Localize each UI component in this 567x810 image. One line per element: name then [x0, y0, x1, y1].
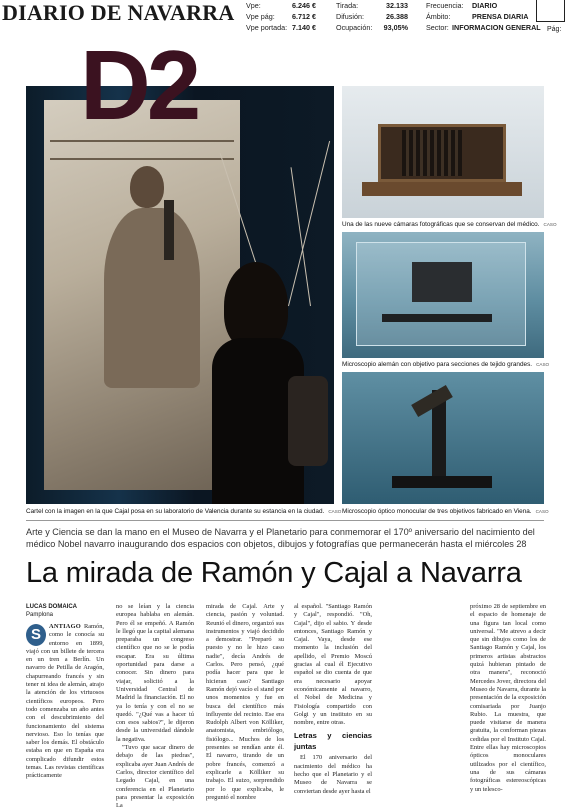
page-number-box	[536, 0, 565, 22]
meta-value: INFORMACION GENERAL	[452, 23, 541, 32]
meta-label: Ocupación:	[336, 23, 373, 32]
meta-label: Frecuencia:	[426, 1, 464, 10]
article-column-1	[26, 623, 104, 803]
byline	[26, 603, 77, 619]
cajal-poster-image	[44, 100, 240, 490]
meta-label: Vpe portada:	[246, 23, 288, 32]
meta-value: 26.388	[386, 12, 408, 21]
column-text: Ramón, como le conocía su entorno en 1899, viajó con un billete de tercera en un tren a Berlín. Un navarro de Petilla de Aragón, chapurreando francés y sin tener ni idea de alemán, atrajo la atención de los virtuosos científicos europeos. Pero todo comenzaba un año antes con el descubrimiento del funcionamiento del sistema nervioso. Eso lo tenías que saber los demás. El obstáculo estaba en que en España era complicado difundir estos temas. Las revistas científicas prácticamente	[26, 623, 104, 780]
visitor-figure	[224, 262, 288, 350]
meta-label: Vpe:	[246, 1, 261, 10]
divider	[26, 520, 544, 521]
page-label: Pág:	[547, 26, 562, 33]
column-text: mirada de Cajal. Arte y ciencia, pasión y voluntad. Reunió el dinero, organizó sus instrumentos y viajó decidido a demostrar. "Preparó su puesto y no le hizo caso nadie", decía Andrés de Carlos. Pero pensó, ¿qué podía hacer para que le hicieran caso? Santiago Ramón dejó vacío el stand por unos momentos y fue en busca del científico más influyente del recinto. Ese era Rudolph Albert von Kölliker, anatomista, embriólogo, fisiólogo... Muchos de los presentes se rendían ante él. El navarro, tirando de un pobre francés, comenzó a explicarle a Kölliker su trabajo. El suizo, sorprendido por lo que explicaba, le preguntó el nombre	[206, 603, 284, 801]
article-column-5	[470, 603, 546, 803]
meta-block-value	[246, 0, 316, 33]
meta-label: Tirada:	[336, 1, 359, 10]
optical-microscope-photo	[342, 372, 544, 504]
meta-value: 6.246 €	[292, 1, 316, 10]
column-text: "Tuvo que sacar dinero de debajo de las piedras", explicaba ayer Juan Andrés de Carlos, director científico del Legado Cajal, en una conferencia en el Planetario para presentar la exposición La	[116, 744, 194, 810]
main-photo	[26, 86, 334, 504]
article-column-2	[116, 603, 194, 810]
lead-word: ANTIAGO	[49, 623, 81, 630]
meta-value: 6.712 €	[292, 12, 316, 21]
masthead: DIARIO DE NAVARRA	[2, 0, 235, 25]
article-column-3	[206, 603, 284, 803]
column-text: próximo 28 de septiembre en el espacio de homenaje de una figura tan local como universal. "Me atrevo a decir que sin dibujos como los de Santiago Ramón y Cajal, los primeros artistas abstractos quizá hubieran pintado de otra manera", reconoció Mercedes Jover, directora del Museo de Navarra, durante la presentación de la exposición comisariada por Juanjo Rubio. La muestra, que puede visitarse de manera gratuita, la conforman piezas cedidas por el Instituto Cajal. Entre ellas hay microscopios ópticos monoculares utilizados por el científico, una de sus cámaras fotográficas estereoscópicas y un telesco-	[470, 603, 546, 793]
article-headline: La mirada de Ramón y Cajal a Navarra	[26, 557, 522, 589]
author: LUCAS DOMAICA	[26, 604, 77, 610]
main-photo-caption: Cartel con la imagen en la que Cajal posa en su laboratorio de Valencia durante su estancia en la ciudad. CASO	[26, 508, 342, 515]
meta-value: 32.133	[386, 1, 408, 10]
meta-value: PRENSA DIARIA	[472, 12, 529, 21]
section-marker: D2	[80, 30, 198, 140]
optical-caption: Microscopio óptico monocular de tres objetivos fabricado en Viena. CASO	[342, 508, 549, 515]
dropcap: S	[26, 624, 46, 646]
column-text: no se leían y la ciencia europea hablaba en alemán. Pero él se empeñó. A Ramón le llegó que la capital alemana preparaba un congreso científico que no se le podía escapar. Era su última oportunidad para darse a conocer. Sin dinero para viajar, solicitó a la Universidad Central de Madrid la financiación. El no ya lo tenía y con el no se quedó. "¿Qué vas a hacer tú con esos sabios?", le dijeron desde la universidad dándole la negativa.	[116, 603, 194, 743]
microscope-caption: Microscopio alemán con objetivo para secciones de tejido grandes. CASO	[342, 361, 550, 368]
meta-value: 93,05%	[383, 23, 408, 32]
location: Pamplona	[26, 612, 54, 618]
article-subhead: Arte y Ciencia se dan la mano en el Museo de Navarra y el Planetario para conmemorar el 170º aniversario del nacimiento del médico Nobel navarro inaugurando dos espacios con objetos, dibujos y fotografías que permanecerán hasta el miércoles 28	[26, 527, 535, 549]
camera-photo	[342, 86, 544, 218]
column-text: al español. "Santiago Ramón y Cajal", respondió. "Oh, Cajal", dijo el sabio. Y desde entonces, Santiago Ramón y Cajal. Vaya, desde ese momento la inclusión del apellido, el Premio Moscú gracias al cual él Ejecutivo español se dio cuenta de que era necesario apoyar económicamente al navarro, el Nobel de Medicina y Fisiología compartido con Golgi y un instituto en su nombre, entre otras.	[294, 603, 372, 727]
inline-subtitle: Letras y ciencias juntas	[294, 731, 372, 752]
camera-caption: Una de las nueve cámaras fotográficas que se conservan del médico. CASO	[342, 221, 557, 228]
meta-label: Sector:	[426, 23, 449, 32]
meta-label: Ámbito:	[426, 12, 451, 21]
microscope-photo	[342, 232, 544, 358]
article-column-4	[294, 603, 372, 803]
meta-block-scope	[426, 0, 541, 33]
meta-value: DIARIO	[472, 1, 498, 10]
meta-value: 7.140 €	[292, 23, 316, 32]
column-text: El 170 aniversario del nacimiento del médico ha hecho que el Planetario y el Museo de Navarra se conviertan desde ayer hasta el	[294, 754, 372, 795]
meta-label: Vpe pág:	[246, 12, 275, 21]
meta-block-circulation	[336, 0, 408, 33]
meta-label: Difusión:	[336, 12, 364, 21]
